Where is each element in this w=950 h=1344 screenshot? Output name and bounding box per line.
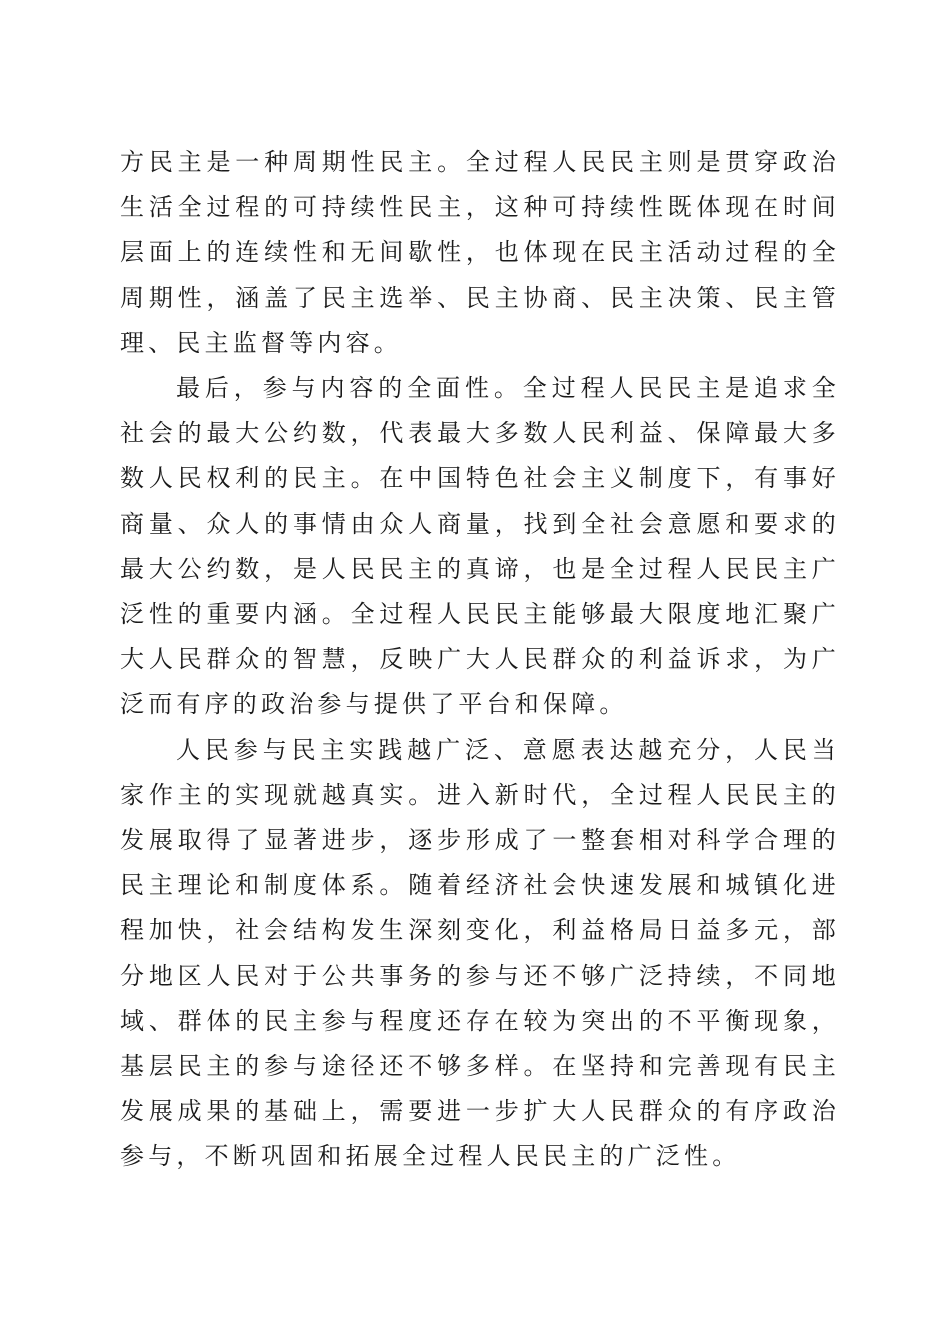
paragraph-comprehensive-content: 最后，参与内容的全面性。全过程人民民主是追求全社会的最大公约数，代表最大多数人民利益、保障最大多数人民权利的民主。在中国特色社会主义制度下，有事好商量、众人的事情由众人商量，找到全社会意愿和要求的最大公约数，是人民民主的真谛，也是全过程人民民主广泛性的重要内涵。全过程人民民主能够最大限度地汇聚广大人民群众的智慧，反映广大人民群众的利益诉求，为广泛而有序的政治参与提供了平台和保障。 (120, 374, 840, 719)
paragraph-broad-participation: 人民参与民主实践越广泛、意愿表达越充分，人民当家作主的实现就越真实。进入新时代，全过程人民民主的发展取得了显著进步，逐步形成了一整套相对科学合理的民主理论和制度体系。随着经济社会快速发展和城镇化进程加快，社会结构发生深刻变化，利益格局日益多元，部分地区人民对于公共事务的参与还不够广泛持续，不同地域、群体的民主参与程度还存在较为突出的不平衡现象，基层民主的参与途径还不够多样。在坚持和完善现有民主发展成果的基础上，需要进一步扩大人民群众的有序政治参与，不断巩固和拓展全过程人民民主的广泛性。 (120, 735, 840, 1171)
paragraph-continuation: 方民主是一种周期性民主。全过程人民民主则是贯穿政治生活全过程的可持续性民主，这种可持续性既体现在时间层面上的连续性和无间歇性，也体现在民主活动过程的全周期性，涵盖了民主选举、民主协商、民主决策、民主管理、民主监督等内容。 (120, 148, 840, 357)
document-page (120, 140, 840, 1180)
